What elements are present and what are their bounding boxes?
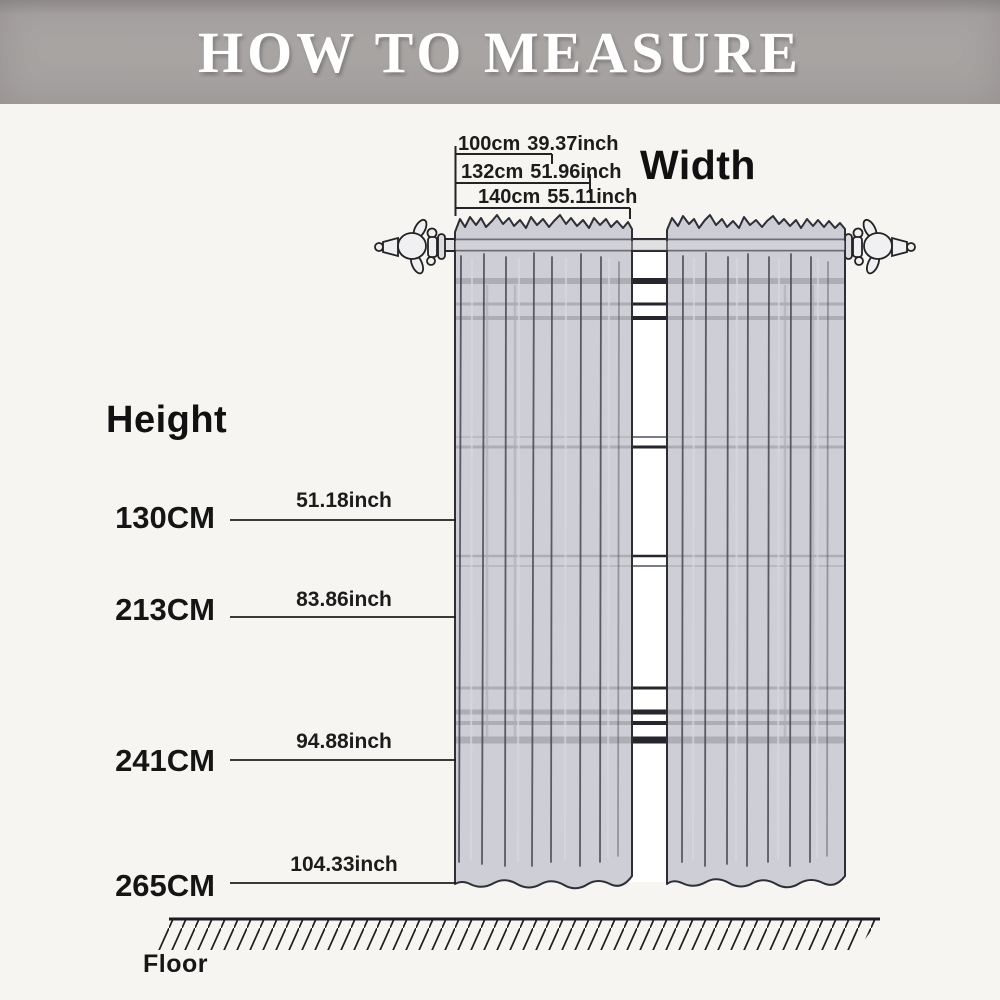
floor-hatch [148, 919, 880, 950]
height-inch-label: 51.18inch [296, 489, 392, 512]
height-measure-lines [230, 520, 456, 883]
height-cm-label: 265CM [115, 868, 215, 903]
width-cm-value: 140cm [478, 186, 541, 208]
page-title: HOW TO MEASURE [198, 19, 802, 85]
height-inch-label: 104.33inch [290, 853, 398, 876]
curtain-panel-right [667, 215, 845, 887]
left-finial-icon [375, 218, 445, 275]
height-cm-label: 130CM [115, 500, 215, 535]
floor-label: Floor [143, 950, 208, 978]
height-inch-label: 83.86inch [296, 588, 392, 611]
right-finial-icon [845, 218, 915, 275]
width-inch-value: 39.37inch [527, 133, 619, 155]
height-cm-label: 213CM [115, 592, 215, 627]
width-cm-value: 100cm [458, 133, 521, 155]
height-inch-label: 94.88inch [296, 730, 392, 753]
width-inch-value: 51.96inch [530, 161, 622, 183]
rod-through-fabric [455, 240, 845, 251]
height-label: Height [106, 399, 228, 441]
width-inch-value: 55.11inch [547, 186, 638, 208]
height-cm-label: 241CM [115, 743, 215, 778]
width-measure-row [461, 162, 621, 182]
width-label: Width [640, 142, 756, 188]
width-cm-value: 132cm [461, 161, 524, 183]
width-measure-row [478, 187, 637, 207]
curtain-panel-left [455, 215, 632, 888]
width-measure-row [458, 134, 618, 154]
